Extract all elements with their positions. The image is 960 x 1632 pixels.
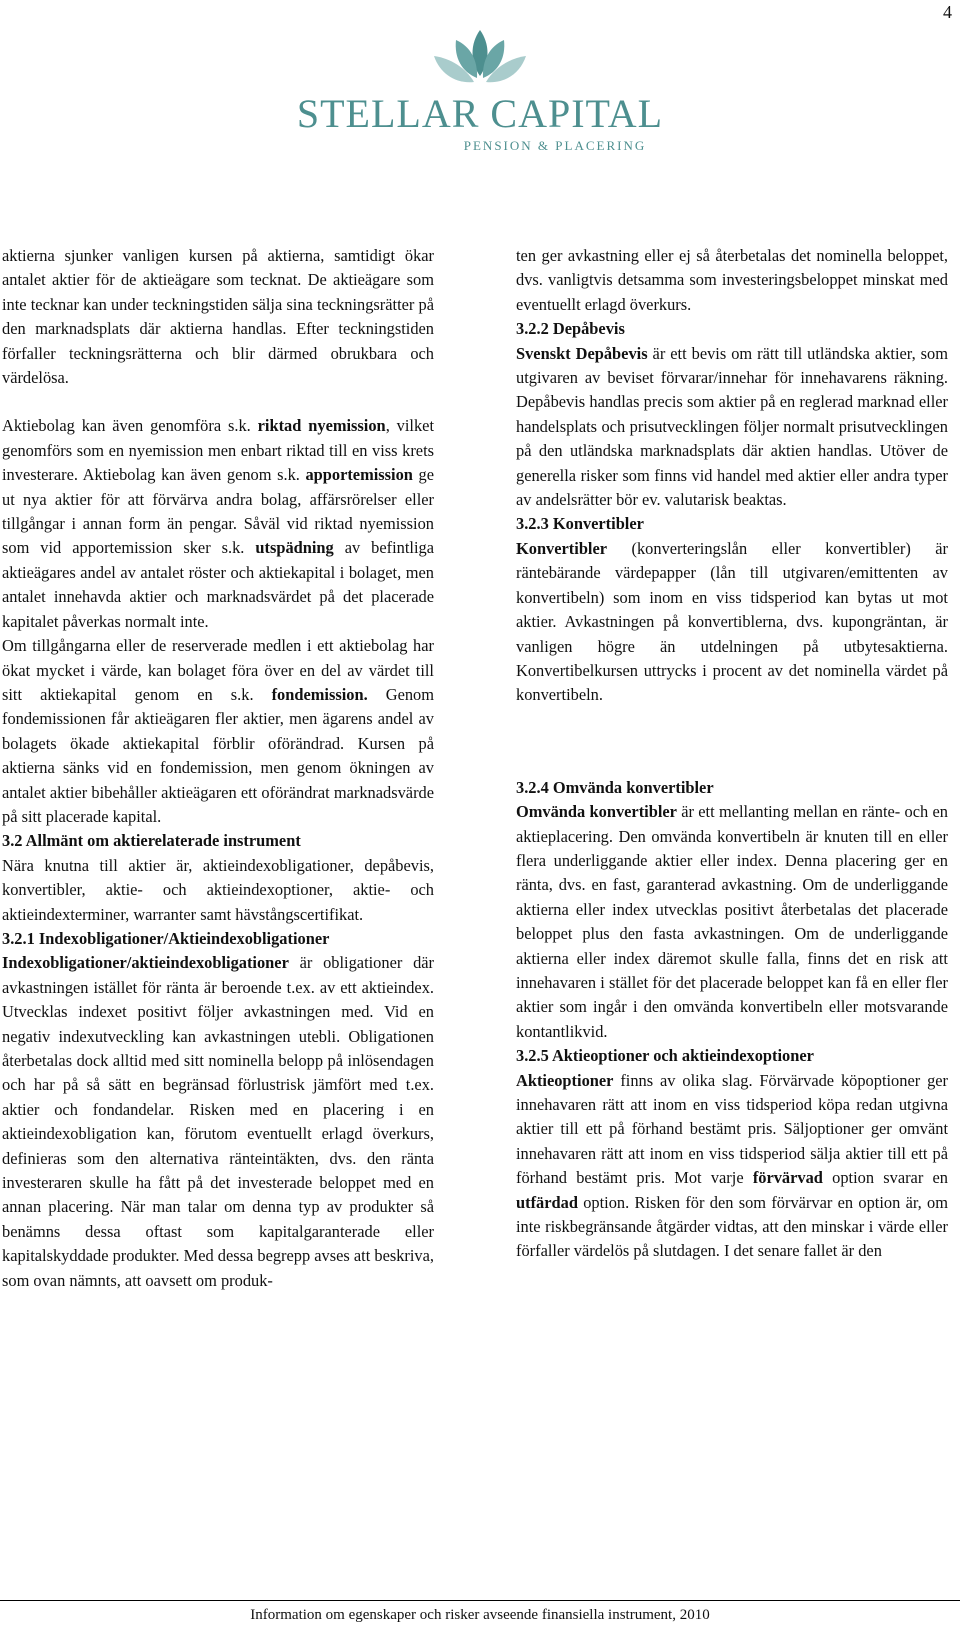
heading-3-2: 3.2 Allmänt om aktierelaterade instrument [2, 831, 301, 851]
heading-3-2-1: 3.2.1 Indexobligationer/Aktieindexobligationer [2, 928, 330, 948]
paragraph-3-2-5 [516, 1069, 948, 1264]
text-run: Om tillgångarna eller de reserverade medlen i ett aktiebolag har ökat mycket i värde, kan bolaget föra över en del av värdet till sitt aktiekapital genom en s.k. [2, 636, 434, 704]
text-run: option. Risken för den som förvärvar en option är, om inte riskbegränsande åtgärder vidtas, att den minskar i värde eller förfaller värdelös på slutdagen. I det senare fallet är den [516, 1192, 948, 1261]
term-utfardad: utfärdad [516, 1192, 578, 1212]
paragraph-3-2: Nära knutna till aktier är, aktieindexobligationer, depåbevis, konvertibler, aktie- och aktieindexoptioner, aktie- och aktieindexterminer, warranter samt hävstångscertifikat. [2, 855, 434, 924]
leaf-logo-icon [420, 30, 540, 92]
paragraph-continued: ten ger avkastning eller ej så återbetalas det nominella beloppet, dvs. vanligtvis detsamma som investeringsbeloppet minskat med eventuellt erlagd överkurs. [516, 246, 948, 314]
text-run: (konverteringslån eller konvertibler) är räntebärande värdepapper (lån till utgivaren/emittenten av konvertibeln) som inom en viss tidsperiod kan bytas ut mot aktier. Avkastningen på konvertiblerna, dvs. kupongräntan, är vanligen högre än utdelningen på utbytesaktierna. Konvertibelkursen uttrycks i procent av det nominella värdet på konvertibeln. [516, 538, 948, 705]
text-run: är obligationer där avkastningen istället för ränta är beroende t.ex. av ett aktieindex. Utvecklas indexet positivt följer avkastningen med. Vid en negativ indexutveckling kan avkastningen utebli. Obligationen återbetalas dock alltid med sitt nominella belopp på inlösendagen och har på så sätt en begränsad förlustrisk jämfört med t.ex. aktier och fondandelar. Risken med en placering i en aktieindexobligation kan, förutom eventuellt erlagd överkurs, definieras som den alternativa ränteintäkten, dvs. den ränta investeraren skulle ha fått på det investerade beloppet med en annan placering. När man talar om denna typ av produkter så benämns dessa oftast som kapitalgaranterade eller kapitalskyddade produkter. Med dessa begrepp avses att beskriva, som ovan nämnts, att oavsett om produk- [2, 953, 434, 1290]
heading-3-2-5: 3.2.5 Aktieoptioner och aktieindexoptioner [516, 1046, 814, 1066]
left-column [2, 244, 434, 1293]
paragraph-fondemission [2, 634, 434, 829]
heading-3-2-2: 3.2.2 Depåbevis [516, 319, 625, 339]
term-fondemission: fondemission. [271, 684, 368, 704]
paragraph-riktad-nyemission [2, 414, 434, 634]
text-run: Genom fondemissionen får aktieägaren fler aktier, men ägarens andel av bolagets ökade aktiekapital förblir oförändrad. Kursen på aktierna sänks vid en fondemission, men genom ökningen av antalet aktier bibehåller aktieägaren ett oförändrat marknadsvärde på sitt placerade kapital. [2, 684, 434, 826]
paragraph-nyemission-end: aktierna sjunker vanligen kursen på aktierna, samtidigt ökar antalet aktier för de aktieägare som tecknat. De aktieägare som inte tecknar kan under teckningstiden sälja sina teckningsrätter på den marknadsplats där aktierna handlas. Efter teckningstiden förfaller teckningsrätterna och blir därmed obrukbara och värdelösa. [2, 246, 434, 388]
paragraph-3-2-2 [516, 342, 948, 513]
logo-title: STELLAR CAPITAL [296, 91, 664, 136]
term-apportemission: apportemission [305, 465, 413, 485]
term-forvarvad: förvärvad [752, 1168, 823, 1188]
term-indexobligationer: Indexobligationer/aktieindexobligationer [2, 953, 289, 973]
term-riktad-nyemission: riktad nyemission [257, 416, 386, 436]
stellar-capital-logo [0, 30, 960, 154]
page-number: 4 [943, 2, 952, 22]
page-footer: Information om egenskaper och risker avseende finansiella instrument, 2010 [250, 1607, 710, 1623]
term-depabevis: Svenskt Depåbevis [516, 343, 648, 363]
text-run: , vilket genomförs som en nyemission men enbart riktad till en viss krets investerare. Aktiebolag kan även genom s.k. [2, 416, 435, 485]
text-run: option svarar en [822, 1168, 948, 1188]
heading-3-2-3: 3.2.3 Konvertibler [516, 514, 644, 534]
text-run: Aktiebolag kan även genomföra s.k. [2, 416, 258, 436]
term-konvertibler: Konvertibler [516, 538, 608, 558]
footer-divider [0, 1600, 960, 1601]
text-run: är ett mellanting mellan en ränte- och en aktieplacering. Den omvända konvertibeln är knuten till en eller flera underliggande aktier eller index. Denna placering ger en ränta, dvs. en fast, garanterad avkastning. Om de underliggande aktierna eller index utvecklas positivt återbetalas det placerade beloppet plus den fasta avkastningen. Om de underliggande aktierna eller index däremot skulle falla, finns det en risk att innehavaren i stället för det placerade beloppet kan få en eller fler aktier som ingår i den omvända konvertibeln eller motsvarande kontantlikvid. [516, 802, 948, 1041]
text-run: finns av olika slag. Förvärvade köpoptioner ger innehavaren rätt att inom en viss tidsperiod köpa redan utgivna aktier till ett på förhand bestämt pris. Säljoptioner ger omvänt innehavaren rätt att inom en viss tidsperiod sälja aktier till ett på förhand bestämt pris. Mot varje [516, 1070, 948, 1188]
term-aktieoptioner: Aktieoptioner [516, 1070, 614, 1090]
text-run: ge ut nya aktier för att förvärva andra bolag, affärsrörelser eller tillgångar i annan form än pengar. Såväl vid riktad nyemission som vid apportemission sker s.k. [2, 465, 434, 558]
right-column [516, 244, 948, 1264]
text-run: av befintliga aktieägares andel av antalet röster och aktiekapital i bolaget, men antalet innehavda aktier och marknadsvärdet på det placerade kapitalet påverkas normalt inte. [2, 538, 434, 631]
text-run: är ett bevis om rätt till utländska aktier, som utgivaren av beviset förvarar/innehar för innehavarens räkning. Depåbevis handlas precis som aktier på en reglerad marknad eller handelsplats och prisutvecklingen följer normalt prisutvecklingen på den utländska marknadsplats där aktien handlas. Utöver de generella risker som finns vid handel med aktier eller andra typer av andelsrätter bör ev. valutarisk beaktas. [516, 343, 948, 510]
paragraph-3-2-4 [516, 800, 948, 1044]
logo-subtitle: PENSION & PLACERING [463, 138, 647, 153]
heading-3-2-4: 3.2.4 Omvända konvertibler [516, 777, 714, 797]
paragraph-3-2-3 [516, 537, 948, 708]
paragraph-3-2-1 [2, 951, 434, 1293]
term-omvanda-konvertibler: Omvända konvertibler [516, 802, 677, 822]
term-utspadning: utspädning [255, 538, 334, 558]
